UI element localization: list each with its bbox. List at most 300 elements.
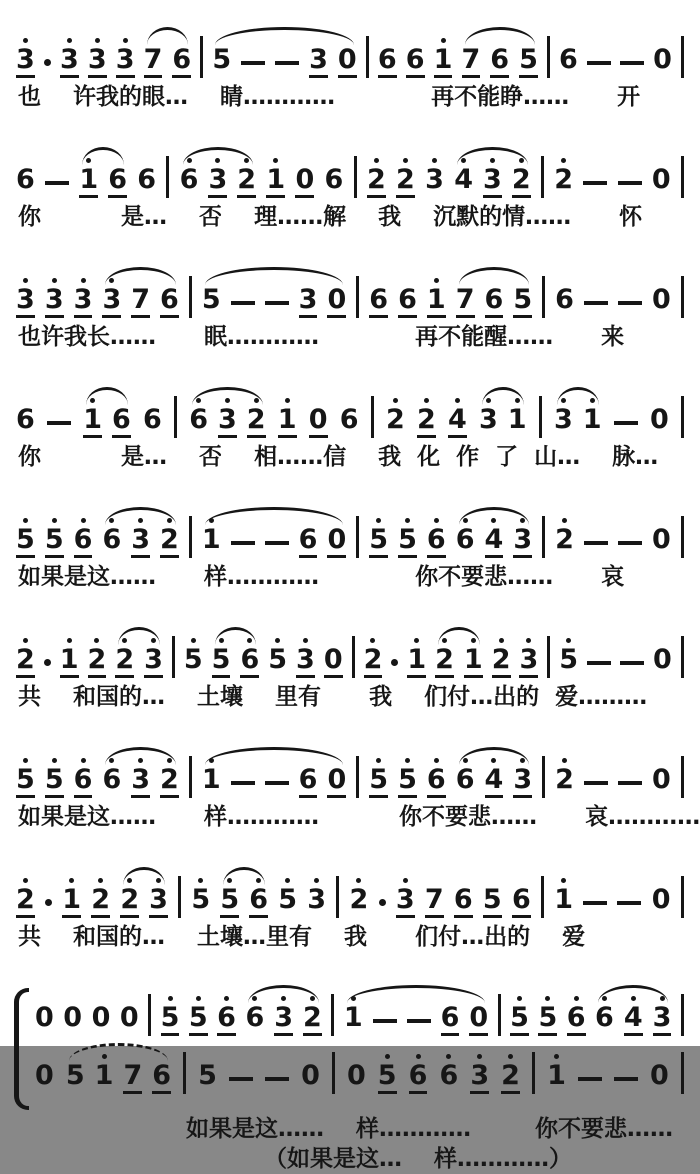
note-digit: 0 <box>327 286 346 318</box>
note <box>396 158 415 198</box>
note-digit: 6 <box>485 286 504 318</box>
barline <box>541 876 544 918</box>
dash-extend <box>229 1069 253 1094</box>
dash-extend <box>265 1069 289 1094</box>
barline <box>352 636 355 678</box>
dash-extend <box>265 773 289 798</box>
note-digit: 0 <box>651 764 671 795</box>
note <box>45 758 64 798</box>
octave-dot <box>562 758 567 763</box>
dash-extend <box>614 413 638 438</box>
octave-dot <box>98 996 103 1001</box>
dash-mark <box>407 1019 431 1023</box>
note-digit: 5 <box>510 1004 529 1036</box>
system-8 <box>14 872 686 976</box>
note <box>212 638 231 678</box>
note <box>237 158 256 198</box>
octave-dot <box>205 1054 210 1059</box>
octave-dot <box>23 38 28 43</box>
note <box>303 996 322 1036</box>
note-digit: 6 <box>406 46 425 78</box>
note-digit: 2 <box>160 766 179 798</box>
aug-dot-mark <box>391 659 398 666</box>
note <box>247 398 266 438</box>
note-digit: 2 <box>501 1062 520 1094</box>
note-digit: 5 <box>189 1004 208 1036</box>
slur-group <box>456 278 532 318</box>
note <box>340 398 359 438</box>
octave-dot <box>90 398 95 403</box>
note-digit: 6 <box>441 1004 460 1036</box>
rest-note <box>324 638 343 678</box>
note <box>208 158 227 198</box>
note-digit: 0 <box>653 644 672 675</box>
note <box>624 996 643 1036</box>
note <box>296 638 315 678</box>
note <box>299 758 318 798</box>
note-digit: 0 <box>327 526 346 558</box>
note-digit: 6 <box>249 886 268 918</box>
note <box>434 38 453 78</box>
octave-dot <box>630 53 635 58</box>
octave-dot <box>356 878 361 883</box>
note <box>120 878 139 918</box>
octave-dot <box>55 173 60 178</box>
octave-dot <box>67 638 72 643</box>
dash-mark <box>617 901 641 905</box>
note <box>212 38 231 78</box>
note-digit: 2 <box>16 886 35 918</box>
barline-mark <box>681 994 684 1036</box>
octave-dot <box>314 878 319 883</box>
note-digit: 1 <box>434 46 453 78</box>
note-digit: 6 <box>74 526 93 558</box>
octave-dot <box>57 413 62 418</box>
slur-group <box>454 158 530 198</box>
note <box>454 878 473 918</box>
note-digit: 2 <box>555 764 574 795</box>
notation-row-1 <box>16 32 684 78</box>
barline-mark <box>532 1052 535 1094</box>
note-digit: 6 <box>179 164 199 195</box>
octave-dot <box>351 996 356 1001</box>
note-digit: 3 <box>16 286 35 318</box>
barline-mark <box>539 396 542 438</box>
barline <box>681 36 684 78</box>
barline-mark <box>681 36 684 78</box>
note-digit: 3 <box>74 286 93 318</box>
barline-mark <box>366 36 369 78</box>
note-digit: 1 <box>507 404 527 435</box>
note <box>202 518 221 558</box>
barline-mark <box>681 156 684 198</box>
note <box>16 638 35 678</box>
note <box>191 878 210 918</box>
octave-dot <box>240 773 245 778</box>
note <box>198 1054 217 1094</box>
note-digit: 5 <box>65 1060 85 1091</box>
octave-dot <box>52 758 57 763</box>
system-6 <box>14 632 686 736</box>
note-digit: 0 <box>651 884 671 915</box>
note-digit: 1 <box>554 884 573 915</box>
note <box>398 518 417 558</box>
dash-mark <box>265 301 289 305</box>
octave-dot <box>159 1054 164 1059</box>
octave-dot <box>566 38 571 43</box>
octave-dot <box>432 158 437 163</box>
rest-note <box>327 758 346 798</box>
octave-dot <box>238 1069 243 1074</box>
note <box>217 996 236 1036</box>
octave-dot <box>150 398 155 403</box>
note <box>88 638 107 678</box>
note-digit: 5 <box>398 766 417 798</box>
octave-dot <box>455 398 460 403</box>
notation-row-8 <box>16 872 684 918</box>
note <box>202 278 221 318</box>
barline <box>681 876 684 918</box>
note <box>189 996 208 1036</box>
dash-extend <box>275 53 299 78</box>
barline-mark <box>498 994 501 1036</box>
note <box>427 278 446 318</box>
octave-dot <box>81 758 86 763</box>
note <box>299 278 318 318</box>
dash-extend <box>618 773 642 798</box>
note-digit: 6 <box>102 764 122 795</box>
note-digit: 1 <box>547 1060 566 1091</box>
note-digit: 3 <box>274 1004 293 1036</box>
note <box>240 638 259 678</box>
lyrics-row-2: 你 是… 否 理……解 我 沉默的情…… 怀 <box>18 204 643 230</box>
barline-mark <box>189 276 192 318</box>
octave-dot <box>127 878 132 883</box>
octave-dot <box>302 158 307 163</box>
note-digit: 4 <box>624 1004 643 1036</box>
dash-mark <box>618 781 642 785</box>
note <box>454 158 473 198</box>
note <box>160 518 179 558</box>
rest-note <box>63 996 82 1036</box>
slur-group <box>202 758 346 798</box>
octave-dot <box>441 38 446 43</box>
octave-dot <box>562 278 567 283</box>
note-digit: 5 <box>483 886 502 918</box>
note <box>307 878 326 918</box>
note-digit: 7 <box>123 1062 142 1094</box>
note <box>464 638 483 678</box>
octave-dot <box>382 1011 387 1016</box>
note-digit: 6 <box>369 286 388 318</box>
note <box>131 758 150 798</box>
octave-dot <box>334 278 339 283</box>
barline-mark <box>352 636 355 678</box>
note <box>16 518 35 558</box>
note <box>555 518 574 558</box>
note <box>513 278 532 318</box>
note-digit: 2 <box>367 166 386 198</box>
note <box>180 158 199 198</box>
octave-dot <box>413 38 418 43</box>
note-digit: 3 <box>299 286 318 318</box>
dash-mark <box>275 61 299 65</box>
octave-dot <box>303 638 308 643</box>
dash-mark <box>620 61 644 65</box>
aug-dot-mark <box>379 899 386 906</box>
note <box>189 398 208 438</box>
octave-dot <box>81 278 86 283</box>
dash-mark <box>584 301 608 305</box>
dash-mark <box>584 541 608 545</box>
octave-dot <box>461 878 466 883</box>
note-digit: 2 <box>554 164 573 195</box>
barline-mark <box>681 876 684 918</box>
octave-dot <box>196 996 201 1001</box>
octave-dot <box>497 38 502 43</box>
octave-dot <box>526 638 531 643</box>
octave-dot <box>115 158 120 163</box>
note-digit: 3 <box>483 166 502 198</box>
slur-group <box>115 638 163 678</box>
note <box>344 996 363 1036</box>
slur-group <box>456 518 532 558</box>
note-digit: 6 <box>455 524 475 555</box>
octave-dot <box>274 293 279 298</box>
note-digit: 3 <box>218 406 237 438</box>
octave-dot <box>434 758 439 763</box>
note-digit: 6 <box>299 766 318 798</box>
dash-mark <box>265 781 289 785</box>
barline <box>183 1052 186 1094</box>
slur-group <box>66 1054 171 1094</box>
octave-dot <box>403 158 408 163</box>
dash-extend <box>618 533 642 558</box>
note-digit: 3 <box>309 46 328 78</box>
octave-dot <box>23 278 28 283</box>
note <box>274 996 293 1036</box>
note-digit: 5 <box>538 1004 557 1036</box>
system-7 <box>14 752 700 856</box>
octave-dot <box>545 996 550 1001</box>
note <box>508 398 527 438</box>
note-digit: 0 <box>295 166 314 198</box>
lyrics-row-8: 共 和国的… 土壤…里有 我 们付…出的 爱 <box>18 924 586 950</box>
note-digit: 3 <box>144 646 163 678</box>
rest-note <box>653 638 672 678</box>
dash-extend <box>587 653 611 678</box>
note <box>278 878 297 918</box>
note-digit: 6 <box>324 164 344 195</box>
octave-dot <box>119 398 124 403</box>
note <box>83 398 102 438</box>
octave-dot <box>52 278 57 283</box>
barline-mark <box>174 396 177 438</box>
lyrics-row-4: 你 是… 否 相……信 我 化 作 了 山… 脉… <box>18 444 659 470</box>
note-digit: 1 <box>266 166 285 198</box>
barline <box>336 876 339 918</box>
barline-mark <box>336 876 339 918</box>
octave-dot <box>46 891 51 896</box>
note-digit: 5 <box>212 646 231 678</box>
octave-dot <box>434 278 439 283</box>
dash-extend <box>620 53 644 78</box>
note-digit: 2 <box>120 886 139 918</box>
note <box>386 398 405 438</box>
octave-dot <box>67 38 72 43</box>
note-digit: 6 <box>378 46 397 78</box>
octave-dot <box>562 518 567 523</box>
note <box>266 158 285 198</box>
octave-dot <box>491 758 496 763</box>
octave-dot <box>187 158 192 163</box>
note <box>519 38 538 78</box>
rest-note <box>653 38 672 78</box>
note-digit: 6 <box>137 164 157 195</box>
octave-dot <box>70 996 75 1001</box>
dash-extend <box>265 533 289 558</box>
dash-mark <box>583 901 607 905</box>
octave-dot <box>627 533 632 538</box>
barline <box>371 396 374 438</box>
barline <box>356 756 359 798</box>
note-digit: 6 <box>427 526 446 558</box>
note <box>441 996 460 1036</box>
octave-dot <box>491 278 496 283</box>
note-digit: 0 <box>91 1002 111 1033</box>
lyrics-row-6: 共 和国的… 土壤 里有 我 们付…出的 爱……… <box>18 684 648 710</box>
octave-dot <box>392 651 397 656</box>
note <box>369 518 388 558</box>
octave-dot <box>593 173 598 178</box>
barline <box>148 994 151 1036</box>
octave-dot <box>380 891 385 896</box>
dash-extend <box>265 293 289 318</box>
note <box>202 758 221 798</box>
octave-dot <box>520 518 525 523</box>
note <box>554 878 573 918</box>
octave-dot <box>240 293 245 298</box>
note-digit: 3 <box>470 1062 489 1094</box>
octave-dot <box>331 158 336 163</box>
octave-dot <box>23 518 28 523</box>
note-digit: 6 <box>339 404 359 435</box>
octave-dot <box>219 638 224 643</box>
octave-dot <box>256 878 261 883</box>
octave-dot <box>554 1054 559 1059</box>
note-digit: 1 <box>79 166 98 198</box>
note-digit: 5 <box>378 1062 397 1094</box>
note-digit: 5 <box>16 766 35 798</box>
duet-lyrics-main: 如果是这…… 样………… 你不要悲…… <box>186 1116 674 1142</box>
slur-group <box>344 996 488 1036</box>
octave-dot <box>566 638 571 643</box>
octave-dot <box>150 38 155 43</box>
note-digit: 2 <box>91 886 110 918</box>
octave-dot <box>659 878 664 883</box>
note <box>435 638 454 678</box>
note-digit: 6 <box>189 404 208 435</box>
octave-dot <box>23 158 28 163</box>
octave-dot <box>151 638 156 643</box>
dash-extend <box>373 1011 397 1036</box>
slur-group <box>212 638 260 678</box>
barline-mark <box>541 156 544 198</box>
note <box>79 158 98 198</box>
slur-group <box>180 158 256 198</box>
dash-mark <box>587 661 611 665</box>
octave-dot <box>281 996 286 1001</box>
note-digit: 3 <box>60 46 79 78</box>
rest-note <box>327 278 346 318</box>
note <box>249 878 268 918</box>
octave-dot <box>519 878 524 883</box>
lyrics-row-1: 也 许我的眼… 睛………… 再不能睁…… 开 <box>18 84 641 110</box>
octave-dot <box>659 278 664 283</box>
barline-mark <box>200 36 203 78</box>
dash-mark <box>587 61 611 65</box>
note-digit: 3 <box>131 766 150 798</box>
octave-dot <box>167 518 172 523</box>
octave-dot <box>138 278 143 283</box>
note-digit: 0 <box>469 1004 488 1036</box>
note <box>369 278 388 318</box>
slur-group <box>595 996 671 1036</box>
octave-dot <box>660 996 665 1001</box>
octave-dot <box>102 1054 107 1059</box>
note-digit: 5 <box>559 644 579 675</box>
note <box>479 398 498 438</box>
barline <box>174 396 177 438</box>
note <box>547 1054 566 1094</box>
octave-dot <box>602 996 607 1001</box>
note <box>485 278 504 318</box>
note-digit: 0 <box>653 44 672 75</box>
duet-lyrics-echo: （如果是这… 样…………） <box>264 1146 573 1172</box>
note-digit: 2 <box>88 646 107 678</box>
rest-note <box>347 1054 366 1094</box>
aug-dot-mark <box>44 59 51 66</box>
note <box>512 158 531 198</box>
octave-dot <box>122 638 127 643</box>
note <box>245 996 264 1036</box>
note-digit: 0 <box>301 1060 320 1091</box>
note <box>325 158 344 198</box>
note-digit: 2 <box>512 166 531 198</box>
octave-dot <box>657 398 662 403</box>
note-digit: 6 <box>102 524 122 555</box>
octave-dot <box>179 38 184 43</box>
augmentation-dot <box>379 891 386 918</box>
barline <box>172 636 175 678</box>
note-digit: 1 <box>94 1060 114 1091</box>
barline <box>498 994 501 1036</box>
rest-note <box>301 1054 320 1094</box>
octave-dot <box>123 38 128 43</box>
octave-dot <box>109 278 114 283</box>
octave-dot <box>138 518 143 523</box>
octave-dot <box>593 893 598 898</box>
note <box>427 758 446 798</box>
note-digit: 6 <box>567 1004 586 1036</box>
note-digit: 6 <box>439 1060 459 1091</box>
note <box>470 1054 489 1094</box>
note-digit: 6 <box>16 404 35 435</box>
note <box>60 638 79 678</box>
note <box>218 398 237 438</box>
octave-dot <box>81 518 86 523</box>
note-digit: 7 <box>462 46 481 78</box>
